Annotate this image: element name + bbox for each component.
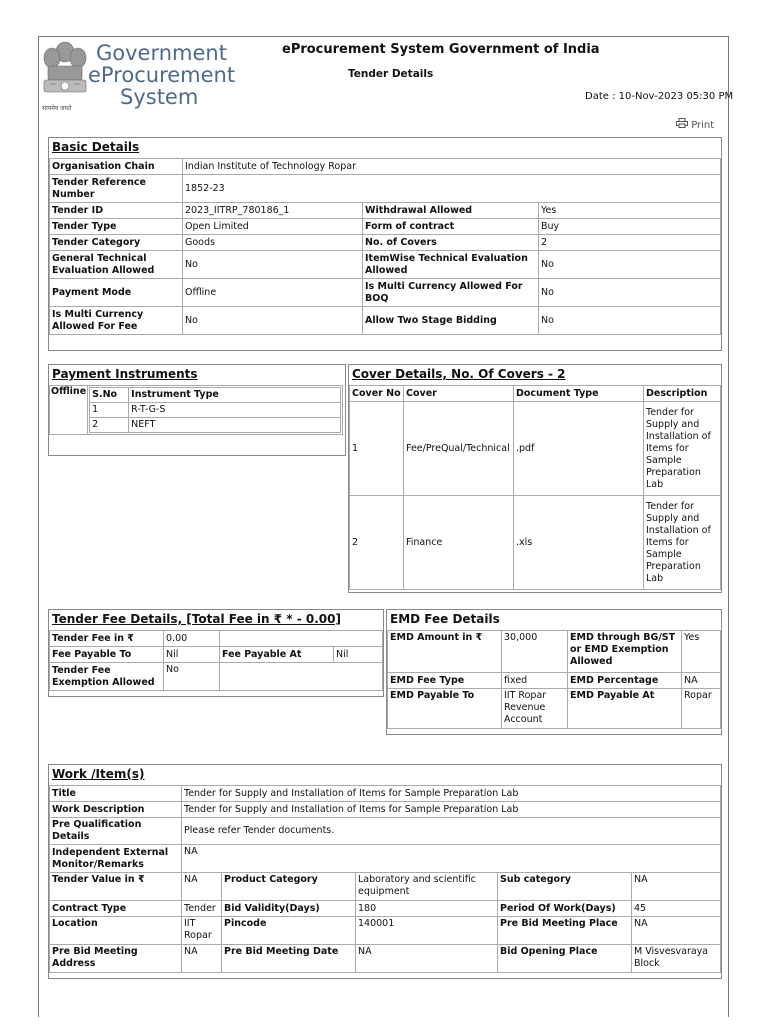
cover-details-title: Cover Details, No. Of Covers - 2 xyxy=(352,367,566,381)
itemwise-value: No xyxy=(539,251,721,279)
report-date: Date : 10-Nov-2023 05:30 PM xyxy=(585,91,734,102)
emd-fee-table xyxy=(387,630,721,729)
location-label: Location xyxy=(50,917,182,945)
org-chain-label: Organisation Chain xyxy=(50,159,183,175)
description-header: Description xyxy=(644,386,721,402)
gen-tech-value: No xyxy=(183,251,363,279)
contract-type-value: Tender xyxy=(182,901,222,917)
brand-line-3: System xyxy=(120,85,199,109)
fee-payable-to-label: Fee Payable To xyxy=(50,647,164,663)
work-items-title: Work /Item(s) xyxy=(52,767,145,781)
withdrawal-label: Withdrawal Allowed xyxy=(363,203,539,219)
tender-ref-label: Tender Reference Number xyxy=(50,175,183,203)
monitor-label: Independent External Monitor/Remarks xyxy=(50,845,182,873)
multi-fee-value: No xyxy=(183,307,363,335)
emd-payable-at-label: EMD Payable At xyxy=(568,689,682,729)
payment-mode-label: Payment Mode xyxy=(50,279,183,307)
fee-payable-to-value: Nil xyxy=(164,647,220,663)
multi-boq-value: No xyxy=(539,279,721,307)
cover-details-section xyxy=(348,364,722,593)
emblem-logo xyxy=(40,38,90,116)
table-row xyxy=(90,418,341,433)
two-stage-label: Allow Two Stage Bidding xyxy=(363,307,539,335)
covers-label: No. of Covers xyxy=(363,235,539,251)
bid-opening-value: M Visvesvaraya Block xyxy=(632,945,721,973)
instrument-sno: 1 xyxy=(90,403,129,418)
table-row xyxy=(350,402,721,496)
instrument-sno: 2 xyxy=(90,418,129,433)
tender-type-label: Tender Type xyxy=(50,219,183,235)
bid-validity-value: 180 xyxy=(356,901,498,917)
tender-fee-label: Tender Fee in ₹ xyxy=(50,631,164,647)
payment-instruments-title: Payment Instruments xyxy=(52,367,198,381)
payment-mode-value: Offline xyxy=(183,279,363,307)
tender-id-label: Tender ID xyxy=(50,203,183,219)
fee-exemption-label: Tender Fee Exemption Allowed xyxy=(50,663,164,691)
pbm-address-label: Pre Bid Meeting Address xyxy=(50,945,182,973)
multi-fee-label: Is Multi Currency Allowed For Fee xyxy=(50,307,183,335)
instrument-type: NEFT xyxy=(129,418,341,433)
gen-tech-label: General Technical Evaluation Allowed xyxy=(50,251,183,279)
itemwise-label: ItemWise Technical Evaluation Allowed xyxy=(363,251,539,279)
work-desc-label: Work Description xyxy=(50,802,182,818)
monitor-value: NA xyxy=(182,845,721,873)
brand-line-1: Government xyxy=(96,41,227,65)
emd-fee-section xyxy=(386,609,722,735)
print-label: Print xyxy=(691,120,715,131)
covers-value: 2 xyxy=(539,235,721,251)
cover-header: Cover xyxy=(404,386,514,402)
tender-category-value: Goods xyxy=(183,235,363,251)
basic-details-section xyxy=(48,137,722,351)
pbm-address-value: NA xyxy=(182,945,222,973)
fee-payable-at-label: Fee Payable At xyxy=(220,647,334,663)
pre-qual-label: Pre Qualification Details xyxy=(50,818,182,845)
emd-payable-to-value: IIT Ropar Revenue Account xyxy=(502,689,568,729)
fee-payable-at-value: Nil xyxy=(334,647,383,663)
page-subtitle: Tender Details xyxy=(348,68,434,80)
payment-instruments-table xyxy=(49,385,343,435)
emd-payable-at-value: Ropar xyxy=(682,689,721,729)
print-button[interactable] xyxy=(676,118,714,131)
tender-type-value: Open Limited xyxy=(183,219,363,235)
tender-value-value: NA xyxy=(182,873,222,901)
emd-amount-label: EMD Amount in ₹ xyxy=(388,631,502,673)
cover-no-header: Cover No xyxy=(350,386,404,402)
instrument-type: R-T-G-S xyxy=(129,403,341,418)
work-items-table xyxy=(49,785,721,973)
emd-bg-label: EMD through BG/ST or EMD Exemption Allowed xyxy=(568,631,682,673)
sub-category-label: Sub category xyxy=(498,873,632,901)
brand-line-2: eProcurement xyxy=(88,63,236,87)
emd-fee-type-label: EMD Fee Type xyxy=(388,673,502,689)
contract-type-label: Contract Type xyxy=(50,901,182,917)
cover-details-table xyxy=(349,385,721,590)
form-contract-label: Form of contract xyxy=(363,219,539,235)
multi-boq-label: Is Multi Currency Allowed For BOQ xyxy=(363,279,539,307)
emd-payable-to-label: EMD Payable To xyxy=(388,689,502,729)
org-chain-value: Indian Institute of Technology Ropar xyxy=(183,159,721,175)
instrument-sno-header: S.No xyxy=(90,388,129,403)
table-row xyxy=(90,403,341,418)
product-category-value: Laboratory and scientific equipment xyxy=(356,873,498,901)
cover-no: 2 xyxy=(350,496,404,590)
cover-description: Tender for Supply and Installation of Items for Sample Preparation Lab xyxy=(644,496,721,590)
emblem-icon xyxy=(40,38,90,116)
pbm-place-value: NA xyxy=(632,917,721,945)
page-title: eProcurement System Government of India xyxy=(282,42,600,57)
work-items-section xyxy=(48,764,722,979)
product-category-label: Product Category xyxy=(222,873,356,901)
basic-details-table xyxy=(49,158,721,335)
printer-icon xyxy=(676,118,688,128)
pbm-place-label: Pre Bid Meeting Place xyxy=(498,917,632,945)
emd-amount-value: 30,000 xyxy=(502,631,568,673)
tender-id-value: 2023_IITRP_780186_1 xyxy=(183,203,363,219)
doc-type-header: Document Type xyxy=(514,386,644,402)
basic-details-title: Basic Details xyxy=(52,140,140,154)
tender-value-label: Tender Value in ₹ xyxy=(50,873,182,901)
instrument-list xyxy=(89,387,341,433)
location-value: IIT Ropar xyxy=(182,917,222,945)
cover-doc-type: .xls xyxy=(514,496,644,590)
work-desc-value: Tender for Supply and Installation of Items for Sample Preparation Lab xyxy=(182,802,721,818)
cover-name: Fee/PreQual/Technical xyxy=(404,402,514,496)
emd-percentage-label: EMD Percentage xyxy=(568,673,682,689)
cover-description: Tender for Supply and Installation of Items for Sample Preparation Lab xyxy=(644,402,721,496)
pincode-value: 140001 xyxy=(356,917,498,945)
emd-fee-type-value: fixed xyxy=(502,673,568,689)
bid-validity-label: Bid Validity(Days) xyxy=(222,901,356,917)
pre-qual-value: Please refer Tender documents. xyxy=(182,818,721,845)
tender-fee-title: Tender Fee Details, [Total Fee in ₹ * - 0.00] xyxy=(52,612,341,626)
period-of-work-value: 45 xyxy=(632,901,721,917)
form-contract-value: Buy xyxy=(539,219,721,235)
work-title-label: Title xyxy=(50,786,182,802)
cover-doc-type: .pdf xyxy=(514,402,644,496)
work-title-value: Tender for Supply and Installation of Items for Sample Preparation Lab xyxy=(182,786,721,802)
payment-instruments-section xyxy=(48,364,346,456)
sub-category-value: NA xyxy=(632,873,721,901)
two-stage-value: No xyxy=(539,307,721,335)
tender-ref-value: 1852-23 xyxy=(183,175,721,203)
fee-exemption-value: No xyxy=(164,663,220,691)
emd-percentage-value: NA xyxy=(682,673,721,689)
pbm-date-label: Pre Bid Meeting Date xyxy=(222,945,356,973)
cover-name: Finance xyxy=(404,496,514,590)
tender-fee-section xyxy=(48,609,384,697)
emd-bg-value: Yes xyxy=(682,631,721,673)
emd-fee-title: EMD Fee Details xyxy=(390,612,500,626)
cover-no: 1 xyxy=(350,402,404,496)
tender-fee-table xyxy=(49,630,383,691)
table-row xyxy=(350,496,721,590)
bid-opening-label: Bid Opening Place xyxy=(498,945,632,973)
tender-fee-value: 0.00 xyxy=(164,631,220,647)
instrument-type-header: Instrument Type xyxy=(129,388,341,403)
pbm-date-value: NA xyxy=(356,945,498,973)
period-of-work-label: Period Of Work(Days) xyxy=(498,901,632,917)
payment-mode-cell: Offline xyxy=(50,386,88,435)
tender-category-label: Tender Category xyxy=(50,235,183,251)
withdrawal-value: Yes xyxy=(539,203,721,219)
svg-text:सत्यमेव जयते: सत्यमेव जयते xyxy=(42,105,72,112)
pincode-label: Pincode xyxy=(222,917,356,945)
